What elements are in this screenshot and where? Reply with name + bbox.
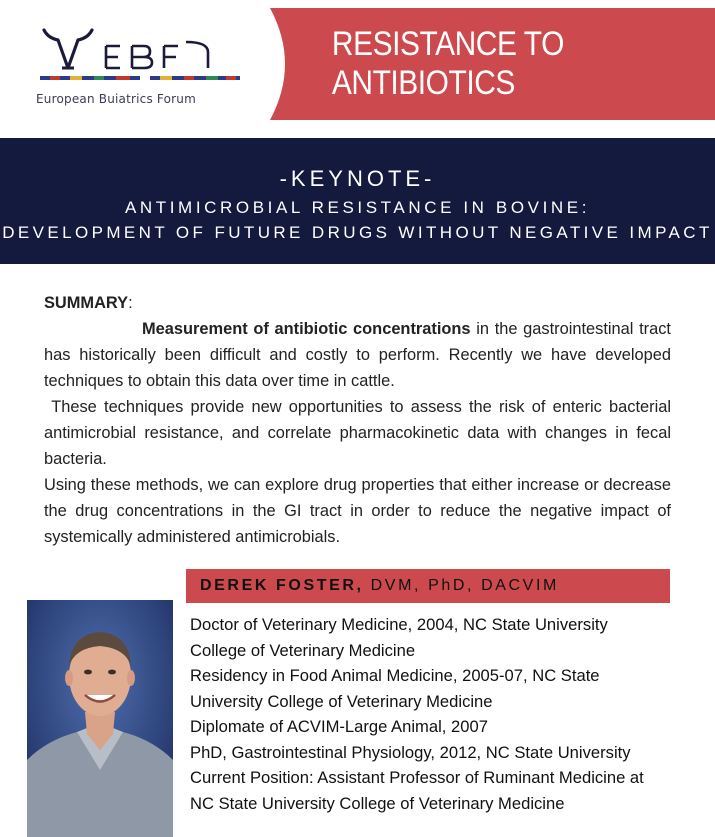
keynote-title-line-1: ANTIMICROBIAL RESISTANCE IN BOVINE: (124, 198, 591, 217)
speaker-name (200, 577, 559, 595)
keynote-label: -KEYNOTE- (279, 166, 436, 191)
summary-p1-rest: in the gastrointestinal tract has historically been difficult and costly to perform. Recently we have developed techniques to obtain this data over time in cattle. (44, 320, 671, 390)
summary-paragraph-2: These techniques provide new opportunities to assess the risk of enteric bacterial antimicrobial resistance, and correlate pharmacokinetic data with changes in fecal bacteria. (44, 398, 676, 468)
bio-line: Doctor of Veterinary Medicine, 2004, NC State University (190, 615, 608, 634)
keynote-band (0, 138, 715, 264)
bio-line: Current Position: Assistant Professor of Ruminant Medicine at (190, 768, 644, 787)
speaker-credentials: DVM, PhD, DACVIM (363, 577, 559, 594)
summary-heading: SUMMARY (44, 294, 129, 312)
bio-line: University College of Veterinary Medicine (190, 691, 493, 711)
summary-paragraph-1 (44, 316, 671, 394)
page-header (0, 0, 715, 136)
summary-heading-colon: : (128, 294, 133, 312)
speaker-bio (190, 612, 690, 816)
bio-line: College of Veterinary Medicine (190, 640, 416, 660)
summary-section (44, 290, 676, 550)
summary-p1-bold: Measurement of antibiotic concentrations (142, 320, 471, 338)
keynote-title-line-2: DEVELOPMENT OF FUTURE DRUGS WITHOUT NEGATIVE IMPACT (2, 223, 713, 242)
speaker-name-bold: DEREK FOSTER, (200, 577, 364, 594)
bio-line: Residency in Food Animal Medicine, 2005-07, NC State (190, 666, 600, 685)
summary-paragraph-3: Using these methods, we can explore drug properties that either increase or decrease the drug concentrations in the GI tract in order to reduce the negative impact of systemically administered antimicrobials. (44, 476, 671, 546)
bio-line: PhD, Gastrointestinal Physiology, 2012, NC State University (190, 742, 631, 762)
speaker-photo (27, 600, 173, 837)
bio-line: NC State University College of Veterinary Medicine (190, 793, 565, 813)
bio-line: Diplomate of ACVIM-Large Animal, 2007 (190, 717, 488, 736)
banner-title: RESISTANCE TO ANTIBIOTICS (331, 25, 564, 102)
logo-subtitle: European Buiatrics Forum (36, 92, 196, 106)
